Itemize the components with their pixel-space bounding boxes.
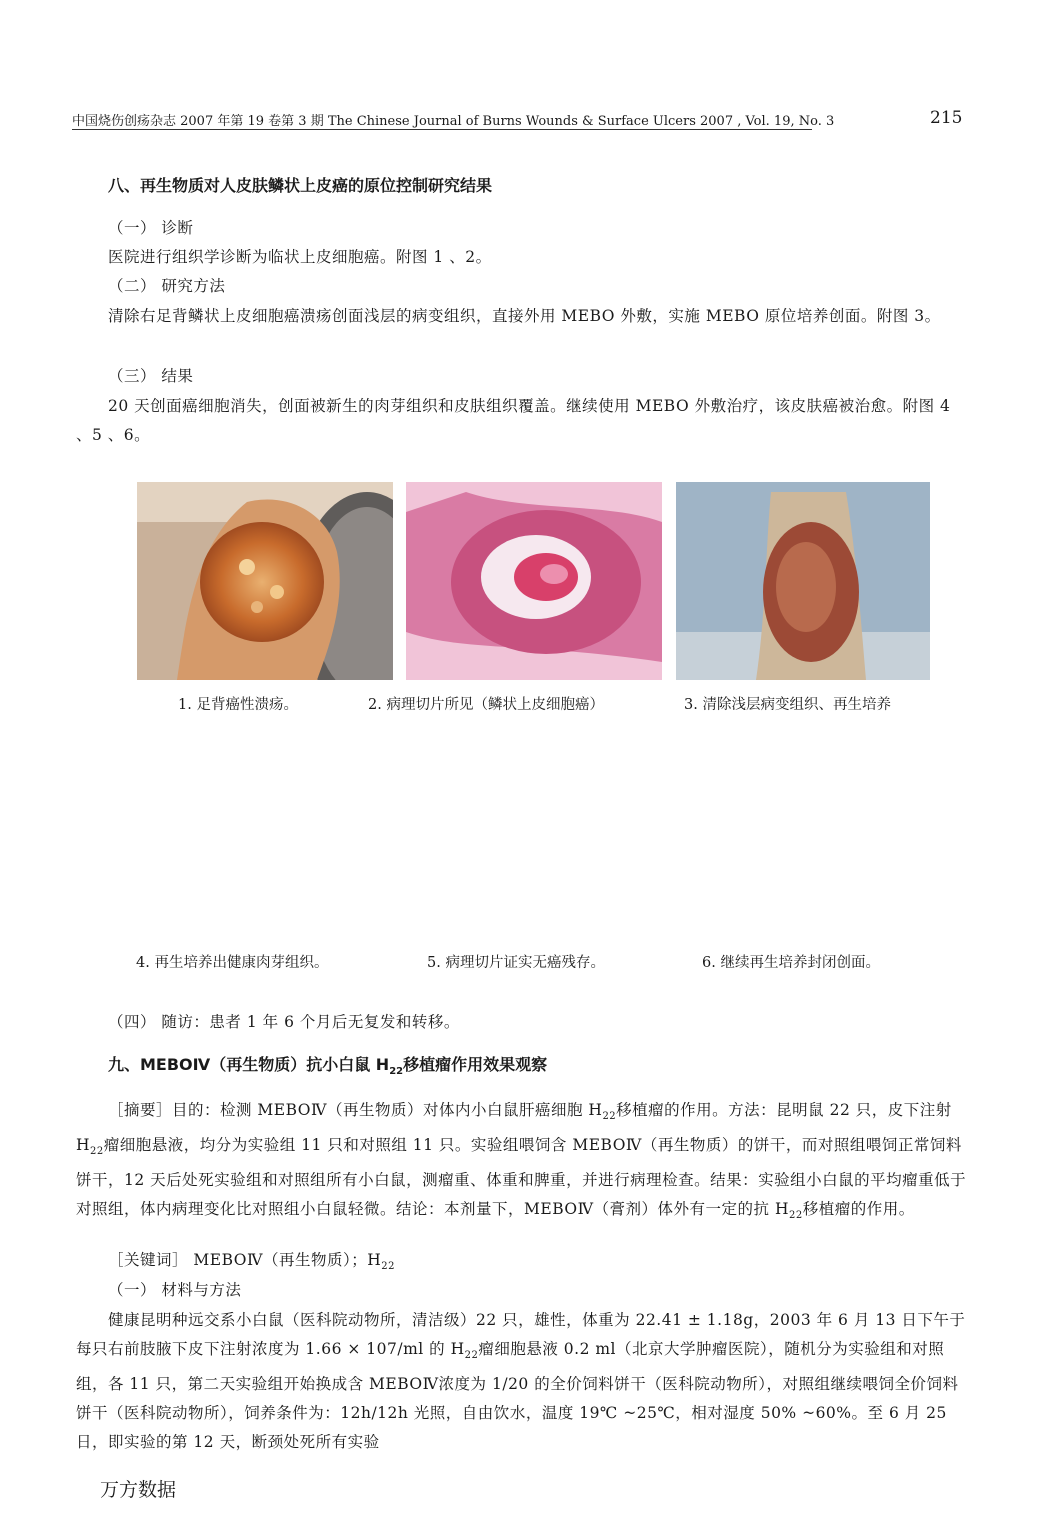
figure-6-caption: 6. 继续再生培养封闭创面。 — [702, 955, 880, 971]
section-8-title: 八、再生物质对人皮肤鳞状上皮癌的原位控制研究结果 — [108, 176, 493, 195]
wanfang-logo-text: 万方数据 — [100, 1479, 177, 1501]
method-heading: （二） 研究方法 — [108, 277, 226, 295]
header-rule — [72, 129, 812, 130]
abstract-text: ［摘要］目的：检测 MEBOⅣ（再生物质）对体内小白鼠肝癌细胞 $H_{22}$移植瘤的作用。方法：昆明鼠 22 只，皮下注射 $H_{22}$瘤细胞悬液，均分为实验组 11 只和对照组 11 只。实验组喂饲含 MEBOⅣ（再生物质）的饼干，而对照组喂饲正常饲料饼干，12 天后处死实验组和对照组所有小白鼠，测瘤重、体重和脾重，并进行病理检查。结果：实验组小白鼠的平均瘤重低于对照组，体内病理变化比对照组小白鼠轻微。结论：本剂量下，MEBOⅣ（膏剂）体外有一定的抗 $H_{22}$移植瘤的作用。 — [76, 1101, 967, 1222]
figure-3-caption: 3. 清除浅层病变组织、再生培养 — [684, 697, 891, 713]
diagnosis-heading: （一） 诊断 — [108, 219, 194, 237]
followup-text: （四） 随访：患者 1 年 6 个月后无复发和转移。 — [108, 1013, 460, 1031]
materials-text: 健康昆明种远交系小白鼠（医科院动物所，清洁级）22 只，雄性，体重为 22.41 ± 1.18g，2003 年 6 月 13 日下午于每只右前肢腋下皮下注射浓度为 1.66 × 107/ml 的 $H_{22}$瘤细胞悬液 0.2 ml（北京大学肿瘤医院），随机分为实验组和对照组，各 11 只，第二天实验组开始换成含 MEBOⅣ浓度为 1/20 的全价饲料饼干（医科院动物所），对照组继续喂饲全价饲料饼干（医科院动物所），饲养条件为：12h/12h 光照，自由饮水，温度 19℃ ~25℃，相对湿度 50% ~60%。至 6 月 25 日，即实验的第 12 天，断颈处死所有实验 — [76, 1311, 966, 1452]
materials-heading: （一） 材料与方法 — [108, 1281, 242, 1299]
diagnosis-text: 医院进行组织学诊断为临状上皮细胞癌。附图 1 、2。 — [108, 248, 492, 266]
section-9-title: 九、MEBOⅣ（再生物质）抗小白鼠 $H_{22}$移植瘤作用效果观察 — [108, 1055, 548, 1078]
figure-2-caption: 2. 病理切片所见（鳞状上皮细胞癌） — [368, 697, 604, 713]
figure-3-photo — [676, 482, 930, 680]
result-heading: （三） 结果 — [108, 367, 194, 385]
running-header: 中国烧伤创疡杂志 2007 年第 19 卷第 3 期 The Chinese Journal of Burns Wounds & Surface Ulcers 2007 , Vol. 19, No. 3 — [72, 114, 835, 129]
figure-1-caption: 1. 足背癌性溃疡。 — [178, 697, 298, 713]
figure-5-caption: 5. 病理切片证实无癌残存。 — [427, 955, 605, 971]
result-text: 20 天创面癌细胞消失，创面被新生的肉芽组织和皮肤组织覆盖。继续使用 MEBO 外敷治疗，该皮肤癌被治愈。附图 4 、5 、6。 — [76, 397, 951, 444]
figure-2-histology — [406, 482, 662, 680]
keywords-text: ［关键词］ MEBOⅣ（再生物质）；$H_{22}$ — [108, 1251, 395, 1273]
page-number: 215 — [930, 108, 963, 128]
figure-1-photo — [137, 482, 393, 680]
method-text: 清除右足背鳞状上皮细胞癌溃疡创面浅层的病变组织，直接外用 MEBO 外敷，实施 MEBO 原位培养创面。附图 3。 — [108, 307, 941, 325]
figure-4-caption: 4. 再生培养出健康肉芽组织。 — [136, 955, 329, 971]
